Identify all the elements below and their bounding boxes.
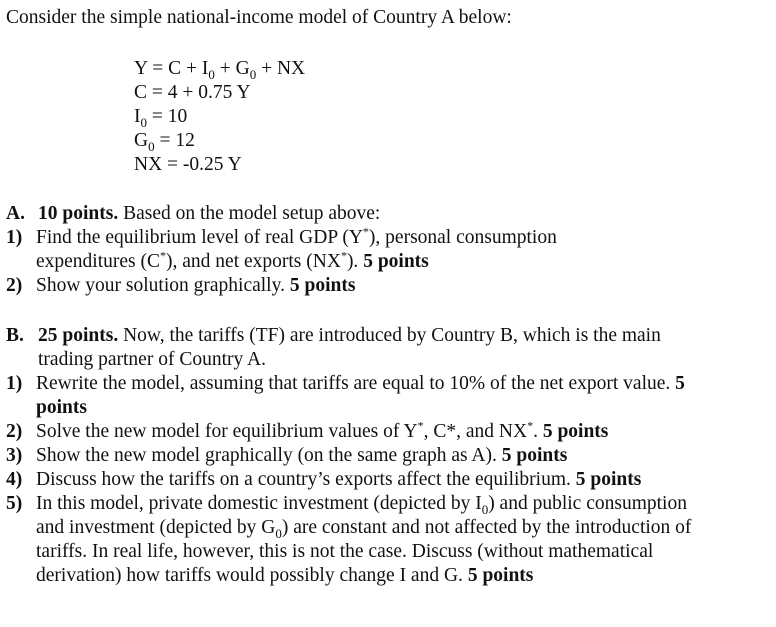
section-a-points: 10 points. xyxy=(38,203,119,224)
equation-net-exports: NX = -0.25 Y xyxy=(134,154,242,175)
list-item: 1) Rewrite the model, assuming that tariffs are equal to 10% of the net export value. 5 points xyxy=(6,373,685,418)
equation-consumption: C = 4 + 0.75 Y xyxy=(134,82,251,103)
section-a-letter: A. xyxy=(6,203,25,224)
section-a-heading xyxy=(6,202,766,226)
equation-income: $Y = C + I_0 + G_0$ + NX xyxy=(134,58,306,82)
section-b-intro: Now, the tariffs (TF) are introduced by Country B, which is the main xyxy=(118,325,661,346)
section-a xyxy=(6,202,766,298)
equation-government: $G_0 = 12$ xyxy=(134,130,195,154)
section-b-heading xyxy=(6,324,766,348)
list-item: 1) Find the equilibrium level of real GDP (Y*), personal consumption expenditures (C*), and net exports (NX*). 5 points xyxy=(6,224,557,272)
section-a-intro: Based on the model setup above: xyxy=(118,203,381,224)
section-b-points: 25 points. xyxy=(38,325,119,346)
section-b-list xyxy=(6,372,706,588)
list-item: 4) Discuss how the tariffs on a country’s exports affect the equilibrium. 5 points xyxy=(6,469,642,490)
model-equations xyxy=(134,57,305,177)
section-b xyxy=(6,324,766,588)
list-item: 2) Show your solution graphically. 5 points xyxy=(6,275,356,296)
list-item: 3) Show the new model graphically (on the same graph as A). 5 points xyxy=(6,445,568,466)
section-b-intro-cont: trading partner of Country A. xyxy=(38,349,266,370)
section-b-letter: B. xyxy=(6,325,24,346)
section-a-list xyxy=(6,226,646,298)
list-item: 2) Solve the new model for equilibrium values of Y*, C*, and NX*. 5 points xyxy=(6,418,609,442)
intro-text: Consider the simple national-income model of Country A below: xyxy=(6,7,512,28)
equation-investment: $I_0 = 10$ xyxy=(134,106,188,130)
list-item: 5) In this model, private domestic investment (depicted by $I_0$) and public consumption and investment (depicted by $G_0$) are constant and not affected by the introduction of tariffs. In real life, however, this is not the case. Discuss (without mathematical derivation) how tariffs would possibly change I and G. 5 points xyxy=(6,493,692,586)
